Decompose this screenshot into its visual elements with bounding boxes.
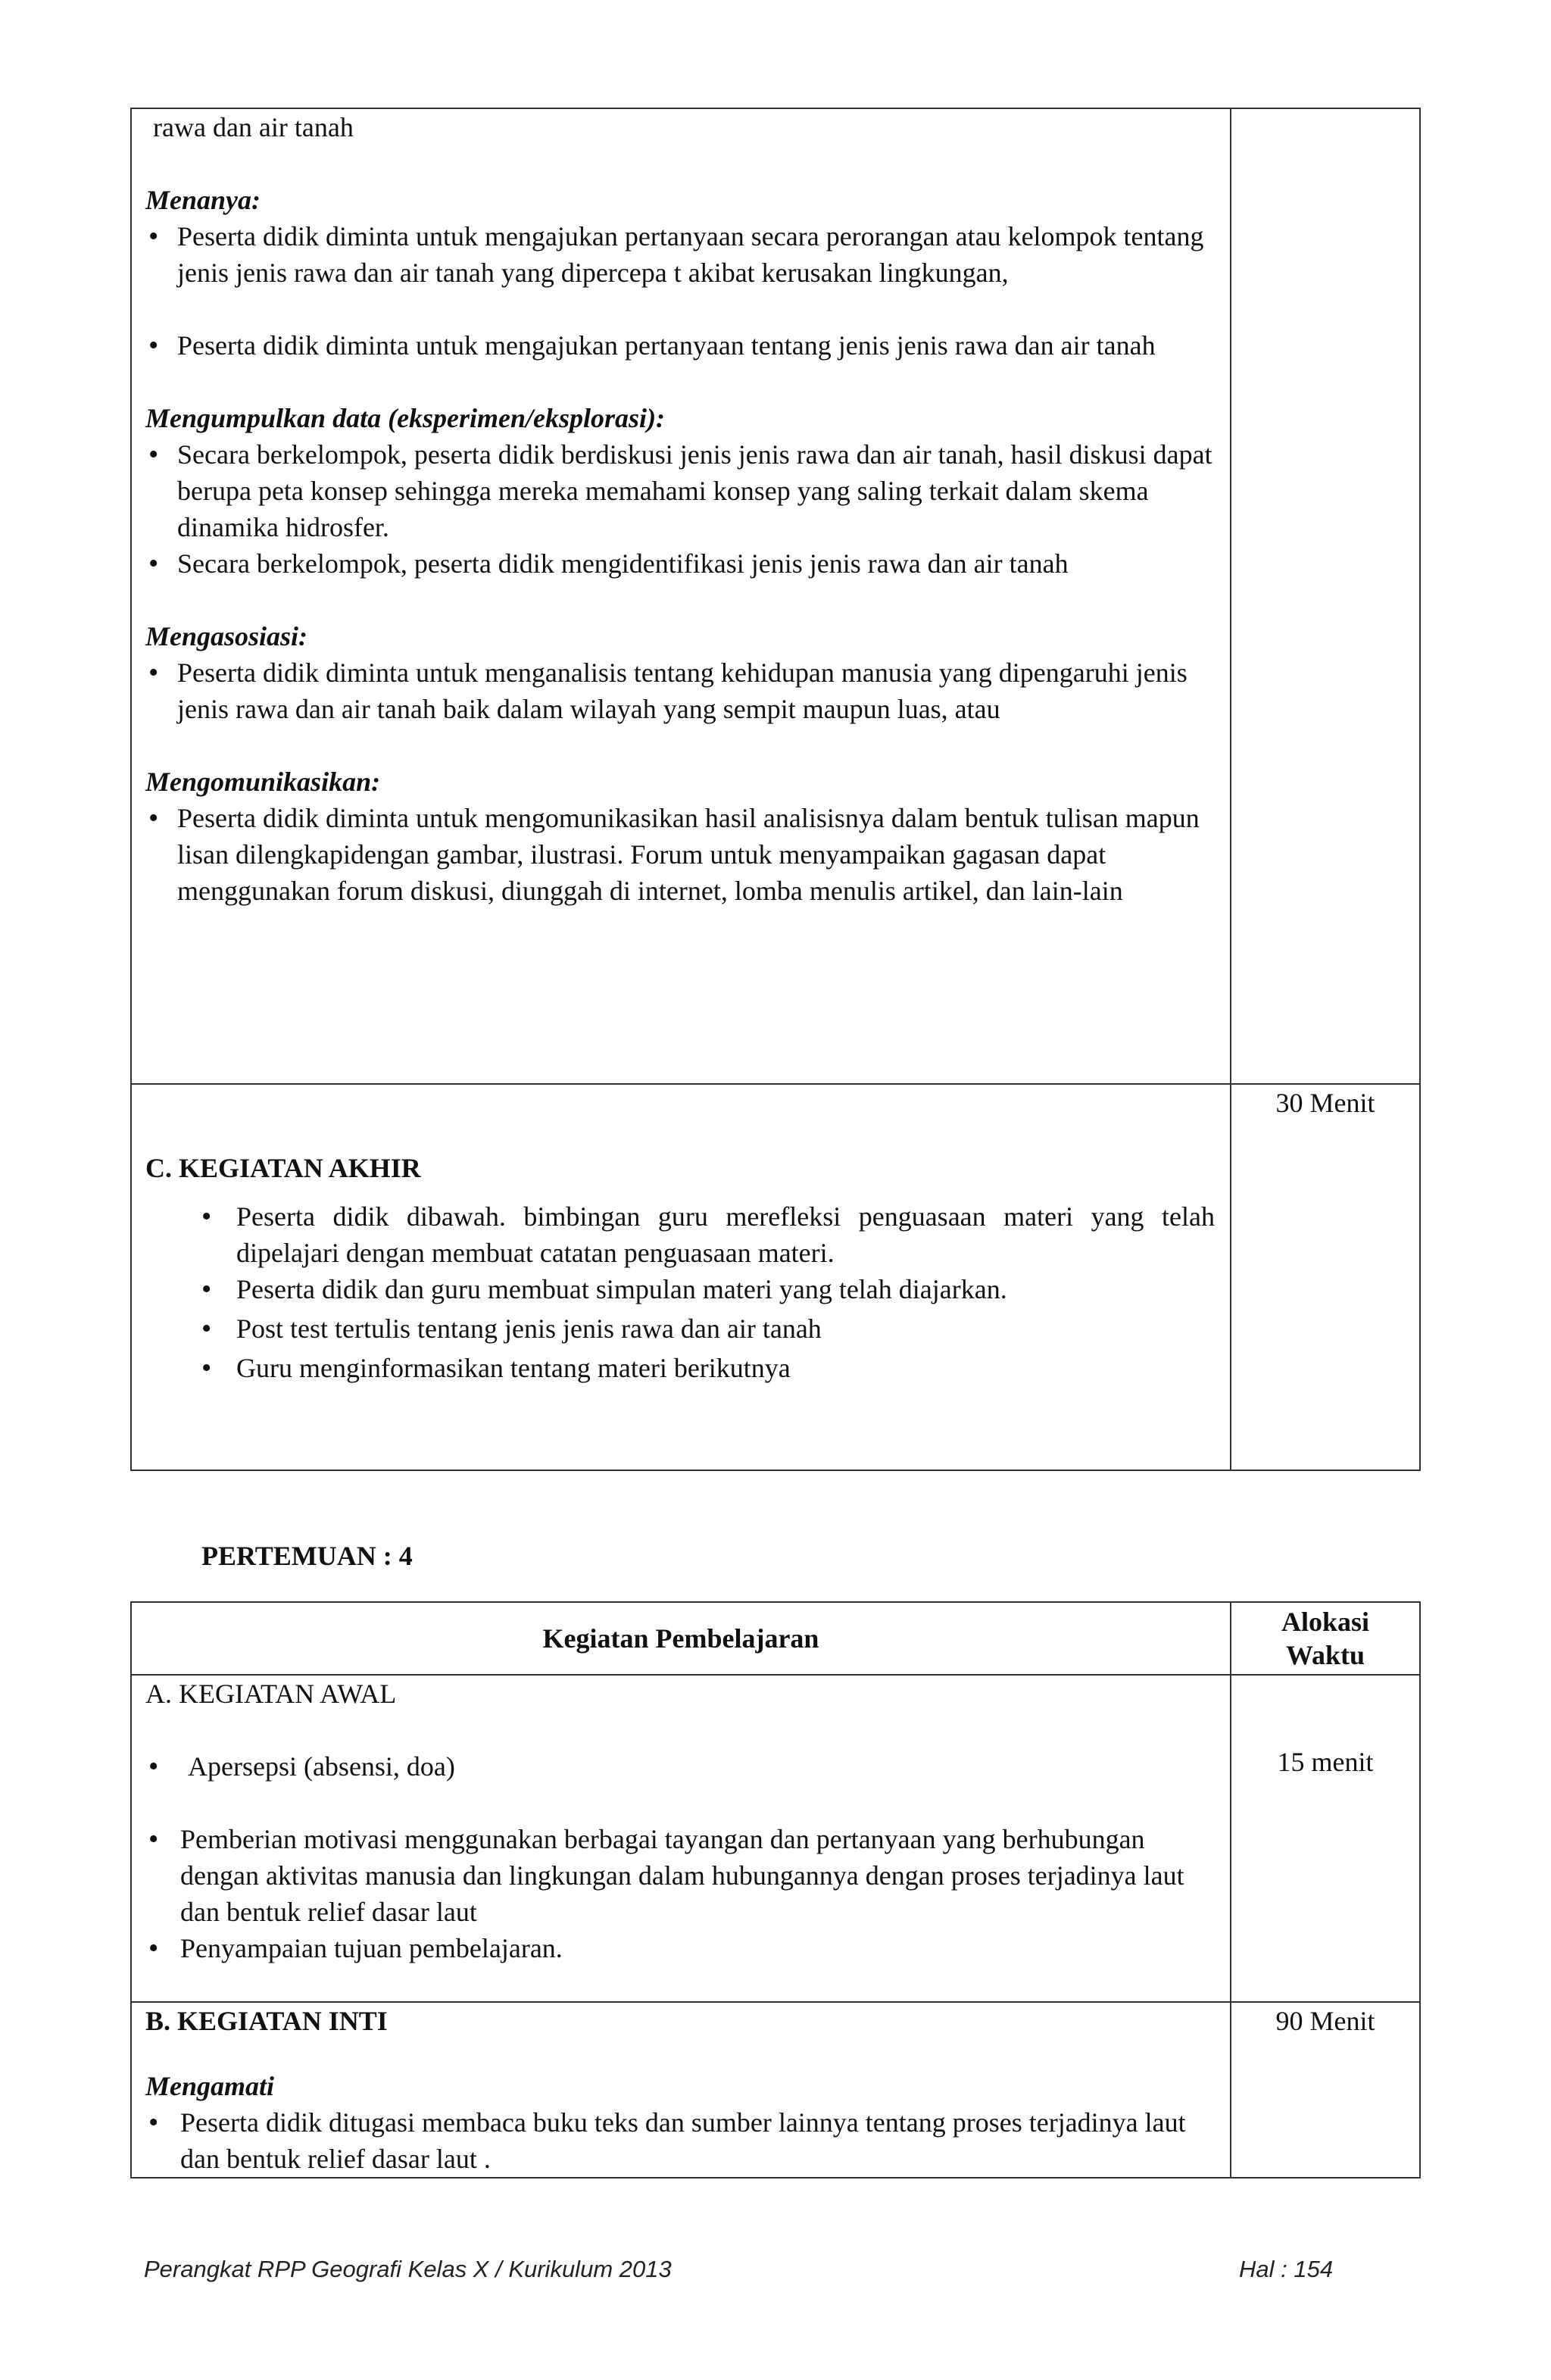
time-cell <box>1231 1675 1420 2002</box>
list-item: • Peserta didik ditugasi membaca buku teks dan sumber lainnya tentang proses terjadinya laut dan bentuk relief dasar laut . <box>145 2104 1215 2177</box>
table-row <box>131 2002 1420 2178</box>
list-item: • Penyampaian tujuan pembelajaran. <box>145 1930 1215 1966</box>
activity-table-meeting-4 <box>130 1601 1421 2179</box>
section-heading-mengamati: Mengamati <box>145 2071 275 2101</box>
core-heading: B. KEGIATAN INTI <box>145 2006 388 2036</box>
activity-cell <box>131 108 1231 1084</box>
time-cell <box>1231 1084 1420 1470</box>
list-item: • Peserta didik diminta untuk menganalisis tentang kehidupan manusia yang dipengaruhi jenis jenis rawa dan air tanah baik dalam wilayah yang sempit maupun luas, atau <box>145 654 1215 727</box>
list-item: • Pemberian motivasi menggunakan berbagai tayangan dan pertanyaan yang berhubungan dengan aktivitas manusia dan lingkungan dalam hubungannya dengan proses terjadinya laut dan bentuk relief dasar laut <box>145 1821 1215 1930</box>
closing-list <box>145 1198 1215 1386</box>
header-cell-time <box>1231 1602 1420 1675</box>
closing-heading: C. KEGIATAN AKHIR <box>145 1153 421 1183</box>
closing-time: 30 Menit <box>1275 1088 1375 1118</box>
activity-table-continued <box>130 108 1421 1471</box>
closing-activity-cell <box>131 1084 1231 1470</box>
meeting-title: PERTEMUAN : 4 <box>201 1541 413 1571</box>
table-row <box>131 108 1420 1084</box>
mengomunikasikan-list <box>145 800 1215 909</box>
core-time: 90 Menit <box>1275 2006 1375 2036</box>
header-activity-label: Kegiatan Pembelajaran <box>542 1623 819 1654</box>
time-cell <box>1231 108 1420 1084</box>
list-item: • Peserta didik dibawah. bimbingan guru merefleksi penguasaan materi yang telah dipelajari dengan membuat catatan penguasaan materi. <box>145 1198 1215 1271</box>
list-item: • Secara berkelompok, peserta didik berdiskusi jenis jenis rawa dan air tanah, hasil diskusi dapat berupa peta konsep sehingga mereka memahami konsep yang saling terkait dalam skema dinamika hidrosfer. <box>145 436 1215 545</box>
footer-page-number: Hal : 154 <box>1239 2256 1334 2282</box>
core-list <box>145 2104 1215 2177</box>
list-item: • Peserta didik dan guru membuat simpulan materi yang telah diajarkan. <box>145 1271 1215 1307</box>
mengumpulkan-list <box>145 436 1215 582</box>
menanya-list <box>145 218 1215 364</box>
top-line: rawa dan air tanah <box>153 112 354 142</box>
core-activity-cell <box>131 2002 1231 2178</box>
list-item: • Peserta didik diminta untuk mengomunikasikan hasil analisisnya dalam bentuk tulisan mapun lisan dilengkapidengan gambar, ilustrasi. Forum untuk menyampaikan gagasan dapat menggunakan forum diskusi, diunggah di internet, lomba menulis artikel, dan lain-lain <box>145 800 1215 909</box>
section-heading-mengasosiasi: Mengasosiasi: <box>145 621 308 651</box>
table-header-row <box>131 1602 1420 1675</box>
table-row <box>131 1675 1420 2002</box>
list-item: • Peserta didik diminta untuk mengajukan pertanyaan secara perorangan atau kelompok tentang jenis jenis rawa dan air tanah yang dipercepa t akibat kerusakan lingkungan, <box>145 218 1215 291</box>
mengasosiasi-list <box>145 654 1215 727</box>
list-item: • Apersepsi (absensi, doa) <box>145 1748 1215 1785</box>
section-heading-mengomunikasikan: Mengomunikasikan: <box>145 767 381 797</box>
list-item: • Secara berkelompok, peserta didik mengidentifikasi jenis jenis rawa dan air tanah <box>145 545 1215 582</box>
section-heading-menanya: Menanya: <box>145 185 261 215</box>
opening-list <box>145 1748 1215 1966</box>
list-item: • Guru menginformasikan tentang materi berikutnya <box>145 1350 1215 1386</box>
time-cell <box>1231 2002 1420 2178</box>
list-item: • Peserta didik diminta untuk mengajukan pertanyaan tentang jenis jenis rawa dan air tanah <box>145 327 1215 364</box>
list-item: • Post test tertulis tentang jenis jenis rawa dan air tanah <box>145 1310 1215 1347</box>
opening-time: 15 menit <box>1277 1747 1374 1777</box>
header-cell-activity <box>131 1602 1231 1675</box>
header-time-label: Alokasi Waktu <box>1281 1607 1370 1670</box>
footer-title: Perangkat RPP Geografi Kelas X / Kurikulum 2013 <box>144 2256 672 2282</box>
table-row <box>131 1084 1420 1470</box>
section-heading-mengumpulkan: Mengumpulkan data (eksperimen/eksplorasi): <box>145 403 666 433</box>
opening-activity-cell <box>131 1675 1231 2002</box>
opening-heading: A. KEGIATAN AWAL <box>145 1679 397 1709</box>
